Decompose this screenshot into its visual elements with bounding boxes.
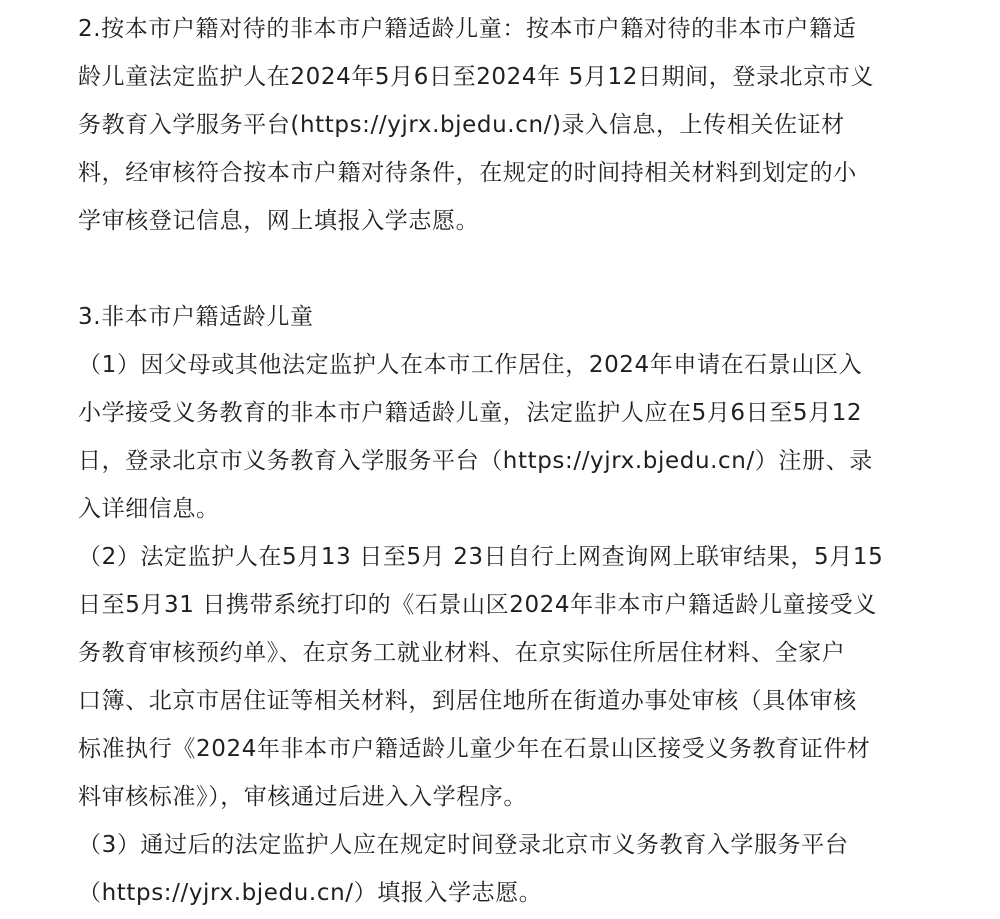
paragraph-line: （3）通过后的法定监护人应在规定时间登录北京市义务教育入学服务平台 (78, 832, 849, 858)
paragraph-line: （1）因父母或其他法定监护人在本市工作居住，2024年申请在石景山区入 (78, 352, 863, 378)
paragraph-line: 龄儿童法定监护人在2024年5月6日至2024年 5月12日期间，登录北京市义 (78, 64, 874, 90)
paragraph-line: 务教育入学服务平台(https://yjrx.bjedu.cn/)录入信息，上传相关佐证材 (78, 112, 845, 138)
paragraph-line: 标准执行《2024年非本市户籍适龄儿童少年在石景山区接受义务教育证件材 (78, 736, 871, 762)
section-heading: 3.非本市户籍适龄儿童 (78, 304, 314, 330)
paragraph-line: 小学接受义务教育的非本市户籍适龄儿童，法定监护人应在5月6日至5月12 (78, 400, 863, 426)
paragraph-line: 学审核登记信息，网上填报入学志愿。 (78, 208, 480, 234)
paragraph-line: 日至5月31 日携带系统打印的《石景山区2024年非本市户籍适龄儿童接受义 (78, 592, 877, 618)
paragraph-line: 口簿、北京市居住证等相关材料，到居住地所在街道办事处审核（具体审核 (78, 688, 857, 714)
paragraph-line: 务教育审核预约单》、在京务工就业材料、在京实际住所居住材料、全家户 (78, 640, 846, 666)
paragraph-line: 2.按本市户籍对待的非本市户籍适龄儿童：按本市户籍对待的非本市户籍适 (78, 16, 857, 42)
paragraph-line: 料，经审核符合按本市户籍对待条件，在规定的时间持相关材料到划定的小 (78, 160, 857, 186)
paragraph-line: 日，登录北京市义务教育入学服务平台（https://yjrx.bjedu.cn/）注册、录 (78, 448, 873, 474)
paragraph-line: 料审核标准》），审核通过后进入入学程序。 (78, 784, 527, 810)
paragraph-line: 入详细信息。 (78, 496, 220, 522)
paragraph-line: （https://yjrx.bjedu.cn/）填报入学志愿。 (78, 880, 543, 906)
paragraph-line: （2）法定监护人在5月13 日至5月 23日自行上网查询网上联审结果，5月15 (78, 544, 884, 570)
